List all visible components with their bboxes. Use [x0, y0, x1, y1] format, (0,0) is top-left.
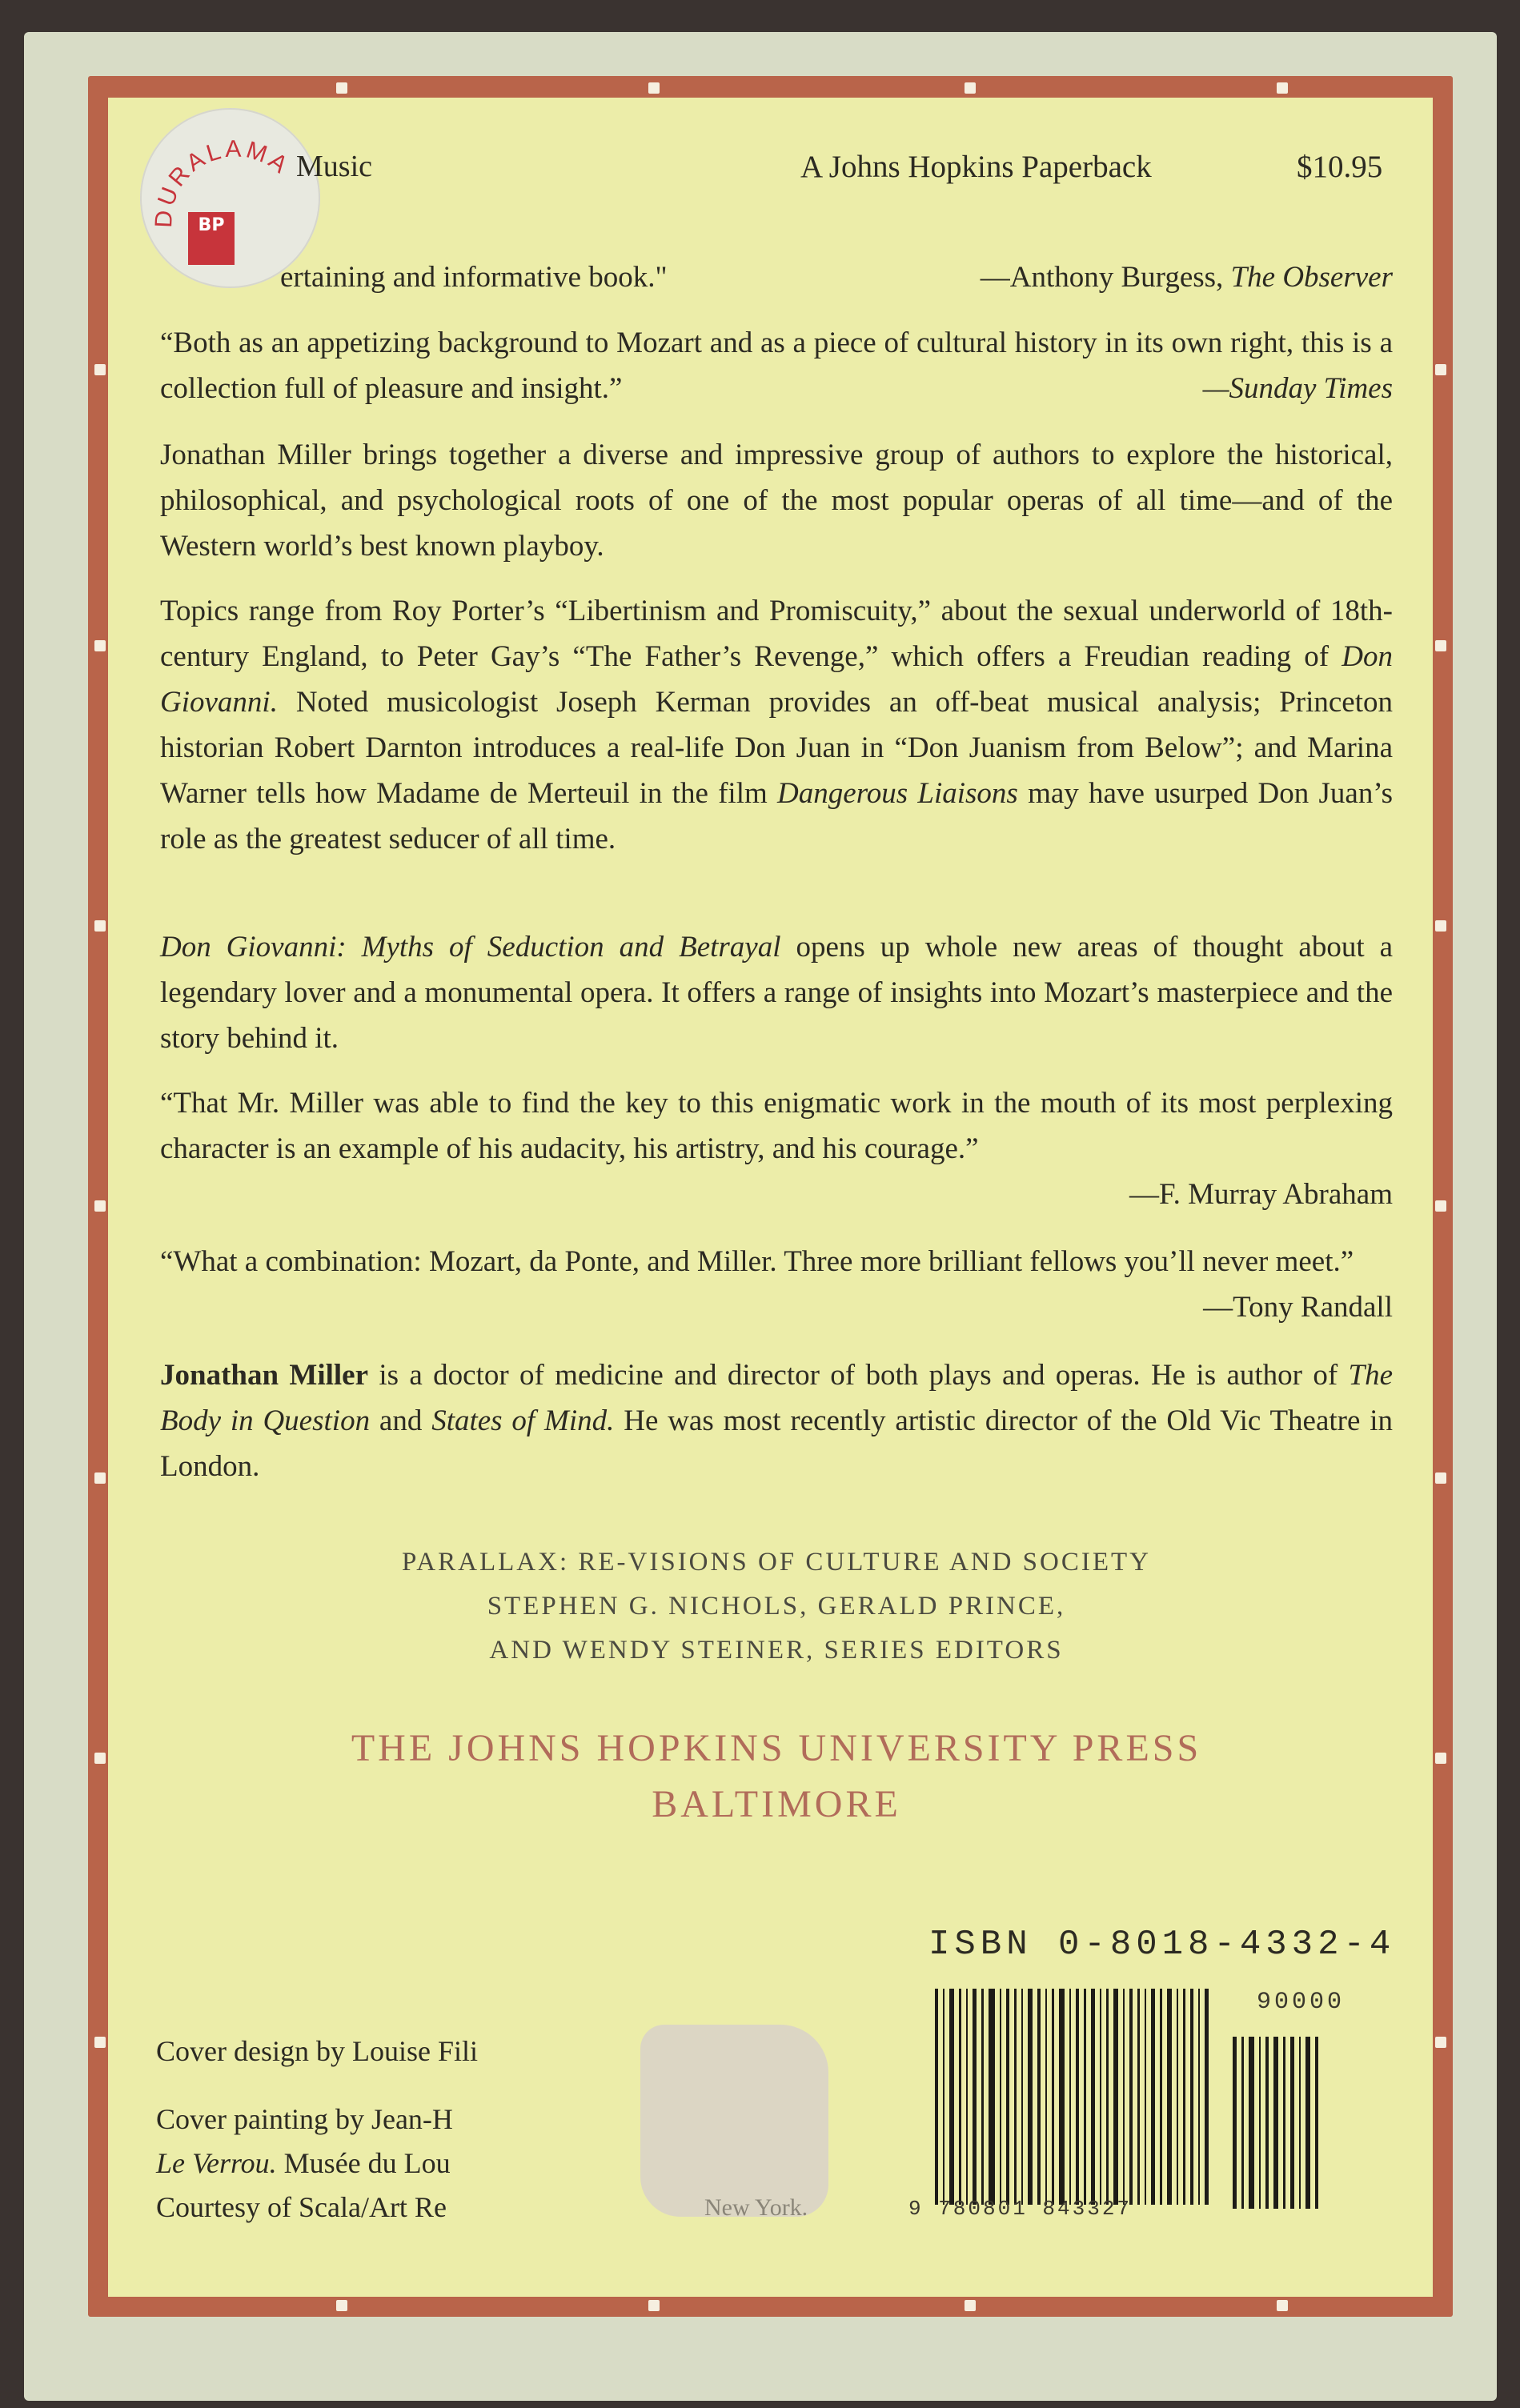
- barcode-bar: [1052, 1989, 1054, 2205]
- barcode-bar: [1198, 1989, 1200, 2205]
- author-bio: Jonathan Miller is a doctor of medicine and director of both plays and operas. He is author of The Body in Question and States of Mind. He was most recently artistic director of the Old Vic Theatre in London.: [160, 1359, 1394, 1483]
- series-editors-line-2: AND WENDY STEINER, SERIES EDITORS: [489, 1636, 1064, 1665]
- barcode-bar: [1100, 1989, 1101, 2205]
- barcode-bar: [1151, 1989, 1155, 2205]
- barcode-bar: [1145, 1989, 1146, 2205]
- courtesy-credit-end: New York.: [704, 2194, 808, 2221]
- barcode-bar: [1283, 2037, 1285, 2209]
- border-dot: [94, 1200, 106, 1212]
- barcode-bar: [989, 1989, 995, 2205]
- barcode-bar: [1059, 1989, 1065, 2205]
- barcode-bar: [1183, 1989, 1185, 2205]
- border-dot: [336, 82, 347, 94]
- barcode-bar: [1167, 1989, 1172, 2205]
- border-dot: [336, 2300, 347, 2311]
- border-dot: [648, 82, 660, 94]
- barcode-bar: [1273, 2037, 1278, 2209]
- border-dot: [1435, 1200, 1446, 1212]
- barcode-bar: [1241, 2037, 1244, 2209]
- border-dot: [1435, 2037, 1446, 2048]
- courtesy-credit: Courtesy of Scala/Art Re: [156, 2191, 447, 2223]
- abraham-attribution: —F. Murray Abraham: [1129, 1178, 1393, 1211]
- border-dot: [1435, 1753, 1446, 1764]
- burgess-attribution: —Anthony Burgess, The Observer: [980, 261, 1393, 294]
- barcode-bar: [1305, 2037, 1310, 2209]
- series-editors-line-1: STEPHEN G. NICHOLS, GERALD PRINCE,: [487, 1592, 1066, 1621]
- barcode-bar: [1177, 1989, 1178, 2205]
- barcode-bar: [943, 1989, 944, 2205]
- barcode-bar: [1233, 2037, 1237, 2209]
- barcode-bar: [966, 1989, 968, 2205]
- border-dot: [94, 640, 106, 651]
- barcode-bar: [1315, 2037, 1318, 2209]
- barcode-bar: [1290, 2037, 1294, 2209]
- barcode-bar: [959, 1989, 961, 2205]
- barcode-bar: [1205, 1989, 1209, 2205]
- description-paragraph-3: Don Giovanni: Myths of Seduction and Betrayal opens up whole new areas of thought about a legendary lover and a monumental opera. It offers a range of insights into Mozart’s masterpiece and the story behind it.: [160, 931, 1393, 1055]
- border-dot: [1435, 1472, 1446, 1484]
- abraham-quote: “That Mr. Miller was able to find the key to this enigmatic work in the mouth of its most perplexing character is an example of his audacity, his artistry, and his courage.”: [160, 1087, 1393, 1165]
- ean-number: 9 780801 843327: [908, 2197, 1133, 2221]
- border-dot: [94, 364, 106, 375]
- category-label: Music: [296, 150, 372, 183]
- border-dot: [94, 920, 106, 932]
- description-paragraph-1: Jonathan Miller brings together a diverse and impressive group of authors to explore the historical, philosophical, and psychological roots of one of the most popular operas of all time—and of the Western world’s best known playboy.: [160, 439, 1393, 563]
- barcode-bar: [1091, 1989, 1095, 2205]
- painting-location: Le Verrou. Musée du Lou: [156, 2147, 451, 2179]
- imprint-label: A Johns Hopkins Paperback: [800, 150, 1152, 184]
- barcode-bar: [1129, 1989, 1133, 2205]
- publisher-city: BALTIMORE: [652, 1783, 901, 1825]
- svg-text:DURALAMA: DURALAMA: [150, 135, 295, 229]
- cover-design-credit: Cover design by Louise Fili: [156, 2035, 478, 2067]
- barcode-bar: [1259, 2037, 1261, 2209]
- barcode-bar: [1069, 1989, 1071, 2205]
- barcode-bar: [1006, 1989, 1009, 2205]
- price-label: $10.95: [1297, 150, 1383, 184]
- border-dot: [648, 2300, 660, 2311]
- sticker-logo-icon: BP: [188, 212, 235, 265]
- barcode-bar: [1076, 1989, 1079, 2205]
- border-dot: [94, 2037, 106, 2048]
- barcode-bar: [1160, 1989, 1162, 2205]
- barcode-bar: [1045, 1989, 1047, 2205]
- border-dot: [1277, 2300, 1288, 2311]
- border-dot: [965, 82, 976, 94]
- barcode-addon: [1233, 2037, 1318, 2209]
- barcode-bar: [1084, 1989, 1086, 2205]
- border-dot: [94, 1472, 106, 1484]
- barcode-bar: [1299, 2037, 1301, 2209]
- isbn-label: ISBN 0-8018-4332-4: [928, 1925, 1396, 1965]
- barcode-bar: [1113, 1989, 1118, 2205]
- description-paragraph-2: Topics range from Roy Porter’s “Libertinism and Promiscuity,” about the sexual underworld of 18th-century England, to Peter Gay’s “The Father’s Revenge,” which offers a Freudian reading of Don Giovanni. Noted musicologist Joseph Kerman provides an off-beat musical analysis; Princeton historian Robert Darnton introduces a real-life Don Juan in “Don Juanism from Below”; and Marina Warner tells how Madame de Merteuil in the film Dangerous Liaisons may have usurped Don Juan’s role as the greatest seducer of all time.: [160, 595, 1394, 855]
- barcode-bar: [1190, 1989, 1193, 2205]
- barcode-bar: [1021, 1989, 1023, 2205]
- border-dot: [1277, 82, 1288, 94]
- series-title: PARALLAX: RE-VISIONS OF CULTURE AND SOCIETY: [401, 1548, 1152, 1577]
- barcode-bar: [1037, 1989, 1041, 2205]
- randall-quote: “What a combination: Mozart, da Ponte, and Miller. Three more brilliant fellows you’ll never meet.”: [160, 1245, 1354, 1278]
- border-dot: [94, 1753, 106, 1764]
- barcode-bar: [1106, 1989, 1109, 2205]
- barcode-bar: [935, 1989, 938, 2205]
- randall-attribution: —Tony Randall: [1203, 1291, 1393, 1324]
- barcode-bar: [973, 1989, 977, 2205]
- sunday-times-attribution: —Sunday Times: [1202, 372, 1393, 405]
- cover-painting-credit: Cover painting by Jean-H: [156, 2103, 453, 2135]
- barcode-bar: [1028, 1989, 1033, 2205]
- publisher-name: THE JOHNS HOPKINS UNIVERSITY PRESS: [351, 1727, 1202, 1769]
- border-dot: [1435, 364, 1446, 375]
- border-dot: [965, 2300, 976, 2311]
- barcode-bar: [1249, 2037, 1254, 2209]
- barcode-bar: [1137, 1989, 1140, 2205]
- barcode-bar: [1000, 1989, 1001, 2205]
- barcode-bar: [981, 1989, 984, 2205]
- barcode-bar: [949, 1989, 954, 2205]
- barcode-bar: [1265, 2037, 1269, 2209]
- sunday-times-quote: “Both as an appetizing background to Mozart and as a piece of cultural history in its own right, this is a collection full of pleasure and insight.”: [160, 327, 1393, 405]
- barcode-bar: [1123, 1989, 1125, 2205]
- barcode-addon-number: 90000: [1257, 1989, 1346, 2016]
- border-dot: [1435, 640, 1446, 651]
- barcode: [935, 1989, 1209, 2205]
- barcode-bar: [1014, 1989, 1017, 2205]
- border-dot: [1435, 920, 1446, 932]
- burgess-quote: ertaining and informative book.": [280, 261, 668, 294]
